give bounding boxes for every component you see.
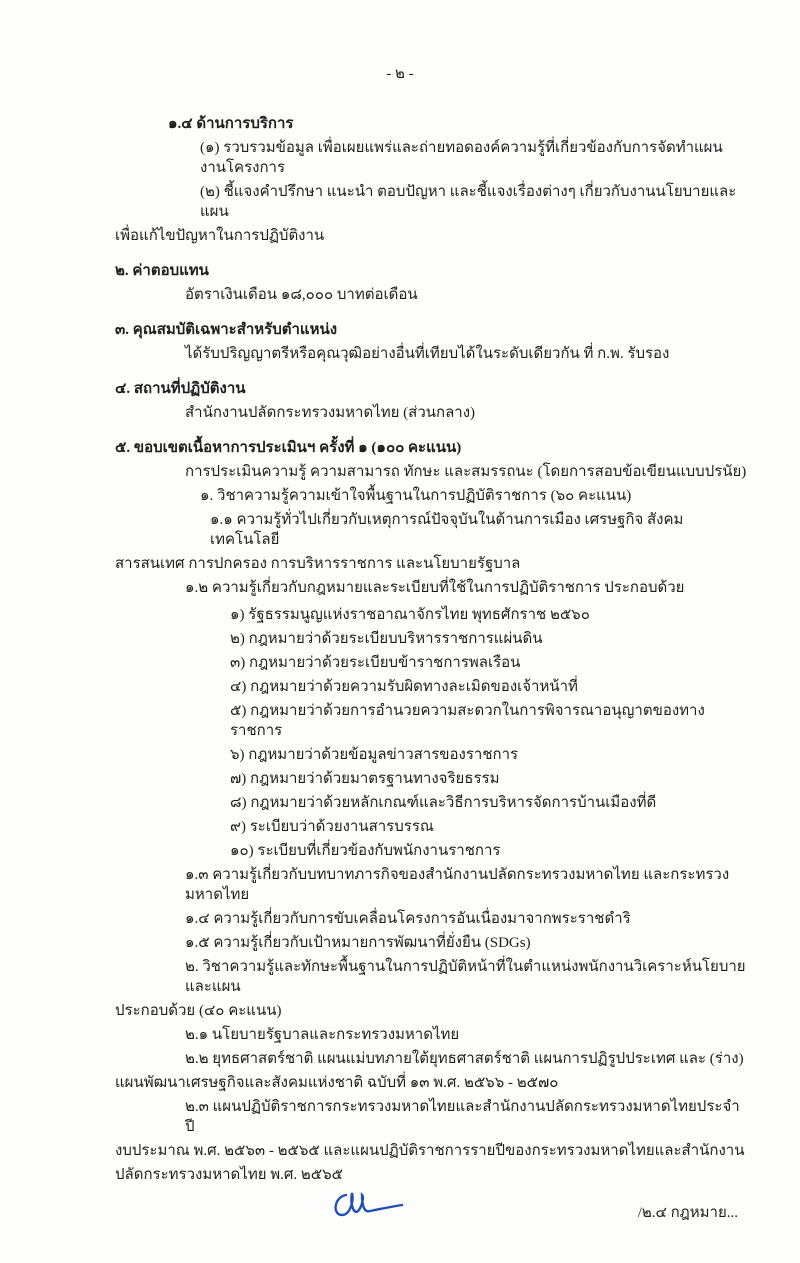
law-item: ๗) กฎหมายว่าด้วยมาตรฐานทางจริยธรรม: [230, 771, 500, 787]
law-item: ๙) ระเบียบว่าด้วยงานสารบรรณ: [230, 819, 434, 835]
paragraph-line: เพื่อแก้ไขปัญหาในการปฏิบัติงาน: [115, 228, 325, 244]
law-item: ๘) กฎหมายว่าด้วยหลักเกณฑ์และวิธีการบริหารจัดการบ้านเมืองที่ดี: [230, 795, 657, 811]
signature: [328, 1187, 408, 1223]
paragraph-line: ๑.๔ ความรู้เกี่ยวกับการขับเคลื่อนโครงการอันเนื่องมาจากพระราชดำริ: [185, 911, 631, 927]
law-item: ๕) กฎหมายว่าด้วยการอำนวยความสะดวกในการพิจารณาอนุญาตของทางราชการ: [230, 703, 705, 739]
paragraph-line: (๒) ชี้แจงคำปรึกษา แนะนำ ตอบปัญหา และชี้แจงเรื่องต่างๆ เกี่ยวกับงานนโยบายและแผน: [200, 184, 737, 220]
paragraph-line: ปลัดกระทรวงมหาดไทย พ.ศ. ๒๕๖๕: [115, 1167, 344, 1183]
paragraph-line: ๑.๓ ความรู้เกี่ยวกับบทบาทภารกิจของสำนักงานปลัดกระทรวงมหาดไทย และกระทรวงมหาดไทย: [185, 867, 730, 903]
paragraph-line: ๒. วิชาความรู้และทักษะพื้นฐานในการปฏิบัติหน้าที่ในตำแหน่งพนักงานวิเคราะห์นโยบายและแผน: [185, 959, 746, 995]
section-heading: ๒. ค่าตอบแทน: [115, 263, 209, 279]
law-item: ๖) กฎหมายว่าด้วยข้อมูลข่าวสารของราชการ: [230, 747, 519, 763]
paragraph-line: การประเมินความรู้ ความสามารถ ทักษะ และสมรรถนะ (โดยการสอบข้อเขียนแบบปรนัย): [185, 464, 747, 480]
paragraph-line: สารสนเทศ การปกครอง การบริหารราชการ และนโยบายรัฐบาล: [115, 556, 521, 572]
paragraph-line: ได้รับปริญญาตรีหรือคุณวุฒิอย่างอื่นที่เทียบได้ในระดับเดียวกัน ที่ ก.พ. รับรอง: [185, 346, 670, 362]
continuation-marker: /๒.๔ กฎหมาย...: [637, 1205, 738, 1221]
page-footer: [115, 1187, 748, 1223]
section-heading: ๔. สถานที่ปฏิบัติงาน: [115, 381, 246, 397]
paragraph-line: ๑.๑ ความรู้ทั่วไปเกี่ยวกับเหตุการณ์ปัจจุบันในด้านการเมือง เศรษฐกิจ สังคมเทคโนโลยี: [210, 512, 684, 548]
section-heading: ๕. ขอบเขตเนื้อหาการประเมินฯ ครั้งที่ ๑ (๑๐๐ คะแนน): [115, 440, 462, 456]
law-item: ๒) กฎหมายว่าด้วยระเบียบบริหารราชการแผ่นดิน: [230, 631, 543, 647]
paragraph-line: สำนักงานปลัดกระทรวงมหาดไทย (ส่วนกลาง): [185, 405, 476, 421]
paragraph-line: งบประมาณ พ.ศ. ๒๕๖๓ - ๒๕๖๕ และแผนปฏิบัติราชการรายปีของกระทรวงมหาดไทยและสำนักงาน: [115, 1143, 745, 1159]
law-item: ๑๐) ระเบียบที่เกี่ยวข้องกับพนักงานราชการ: [230, 843, 501, 859]
section-heading: ๓. คุณสมบัติเฉพาะสำหรับตำแหน่ง: [115, 322, 338, 338]
paragraph-line: แผนพัฒนาเศรษฐกิจและสังคมแห่งชาติ ฉบับที่ ๑๓ พ.ศ. ๒๕๖๖ - ๒๕๗๐: [115, 1075, 559, 1091]
page-number: - ๒ -: [386, 66, 414, 82]
section-heading: ๑.๔ ด้านการบริการ: [168, 116, 294, 132]
paragraph-line: อัตราเงินเดือน ๑๘,๐๐๐ บาทต่อเดือน: [185, 287, 418, 303]
law-item: ๔) กฎหมายว่าด้วยความรับผิดทางละเมิดของเจ้าหน้าที่: [230, 679, 578, 695]
paragraph-line: (๑) รวบรวมข้อมูล เพื่อเผยแพร่และถ่ายทอดองค์ความรู้ที่เกี่ยวข้องกับการจัดทำแผนงานโครงการ: [200, 140, 723, 176]
paragraph-line: ๒.๓ แผนปฏิบัติราชการกระทรวงมหาดไทยและสำนักงานปลัดกระทรวงมหาดไทยประจำปี: [185, 1099, 740, 1135]
law-item: ๓) กฎหมายว่าด้วยระเบียบข้าราชการพลเรือน: [230, 655, 521, 671]
paragraph-line: ๑.๕ ความรู้เกี่ยวกับเป้าหมายการพัฒนาที่ยั่งยืน (SDGs): [185, 935, 531, 951]
paragraph-line: ๑. วิชาความรู้ความเข้าใจพื้นฐานในการปฏิบัติราชการ (๖๐ คะแนน): [200, 488, 632, 504]
paragraph-line: ประกอบด้วย (๔๐ คะแนน): [115, 1003, 282, 1019]
paragraph-line: ๒.๒ ยุทธศาสตร์ชาติ แผนแม่บทภายใต้ยุทธศาสตร์ชาติ แผนการปฏิรูปประเทศ และ (ร่าง): [185, 1051, 744, 1067]
law-item: ๑) รัฐธรรมนูญแห่งราชอาณาจักรไทย พุทธศักราช ๒๕๖๐: [230, 607, 590, 623]
paragraph-line: ๒.๑ นโยบายรัฐบาลและกระทรวงมหาดไทย: [185, 1027, 460, 1043]
paragraph-line: ๑.๒ ความรู้เกี่ยวกับกฎหมายและระเบียบที่ใช้ในการปฏิบัติราชการ ประกอบด้วย: [185, 580, 685, 596]
